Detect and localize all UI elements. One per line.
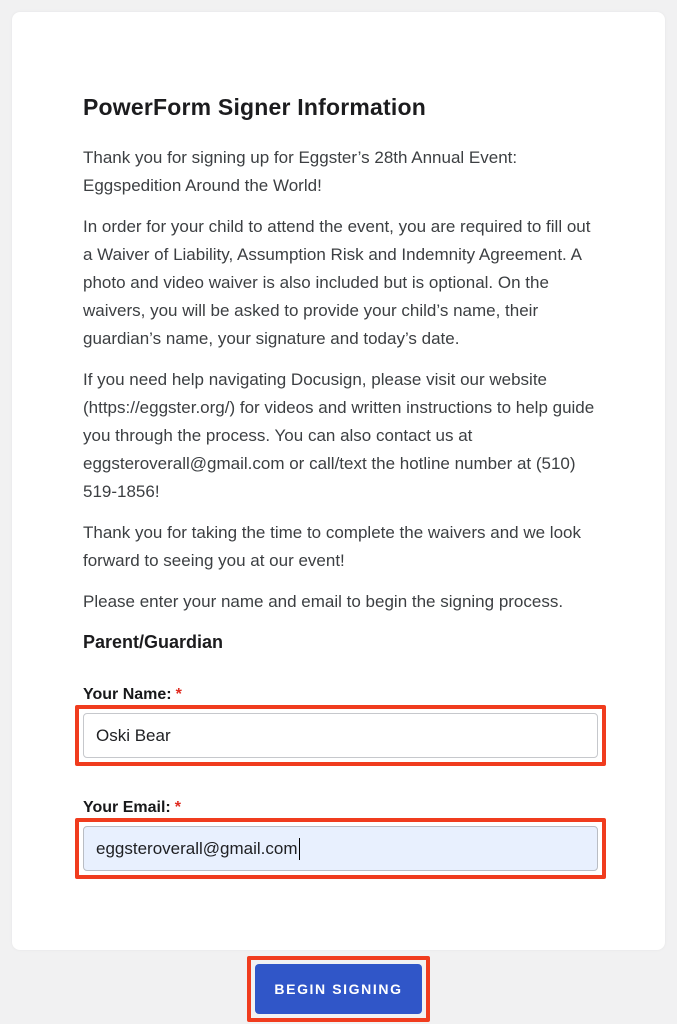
required-asterisk: * (175, 686, 182, 703)
name-label-text: Your Name: (83, 686, 172, 703)
name-input-annotation-box (75, 705, 606, 766)
name-field-label (83, 685, 598, 705)
email-input-annotation-box (75, 818, 606, 879)
required-asterisk: * (174, 799, 181, 816)
email-field-label (83, 798, 598, 818)
intro-paragraph-5: Please enter your name and email to begin the signing process. (83, 592, 564, 611)
begin-signing-annotation-box (247, 956, 430, 1022)
intro-paragraph-3: If you need help navigating Docusign, please visit our website (https://eggster.org/) for videos and written instructions to help guide you through the process. You can also contact us at eggsteroverall@gmail.com or call/text the hotline number at (510) 519-1856! (83, 370, 595, 501)
powerform-card (12, 12, 665, 950)
email-input[interactable] (83, 826, 598, 871)
email-label-text: Your Email: (83, 799, 171, 816)
intro-paragraph-2: In order for your child to attend the event, you are required to fill out a Waiver of Liability, Assumption Risk and Indemnity Agreement. A photo and video waiver is also included but is optional. On the waivers, you will be asked to provide your child’s name, their guardian’s name, your signature and today’s date. (83, 217, 591, 348)
footer-bar (0, 950, 677, 1024)
intro-paragraph-1: Thank you for signing up for Eggster’s 28th Annual Event: Eggspedition Around the World! (83, 148, 518, 195)
intro-paragraph-4: Thank you for taking the time to complete the waivers and we look forward to seeing you at our event! (83, 523, 581, 570)
name-input-value: Oski Bear (96, 725, 171, 745)
name-input[interactable] (83, 713, 598, 758)
page-title: PowerForm Signer Information (83, 94, 426, 120)
section-heading-parent-guardian: Parent/Guardian (83, 632, 224, 652)
begin-signing-button[interactable]: BEGIN SIGNING (255, 964, 422, 1014)
email-input-value: eggsteroverall@gmail.com (96, 838, 298, 858)
text-cursor (299, 838, 301, 860)
